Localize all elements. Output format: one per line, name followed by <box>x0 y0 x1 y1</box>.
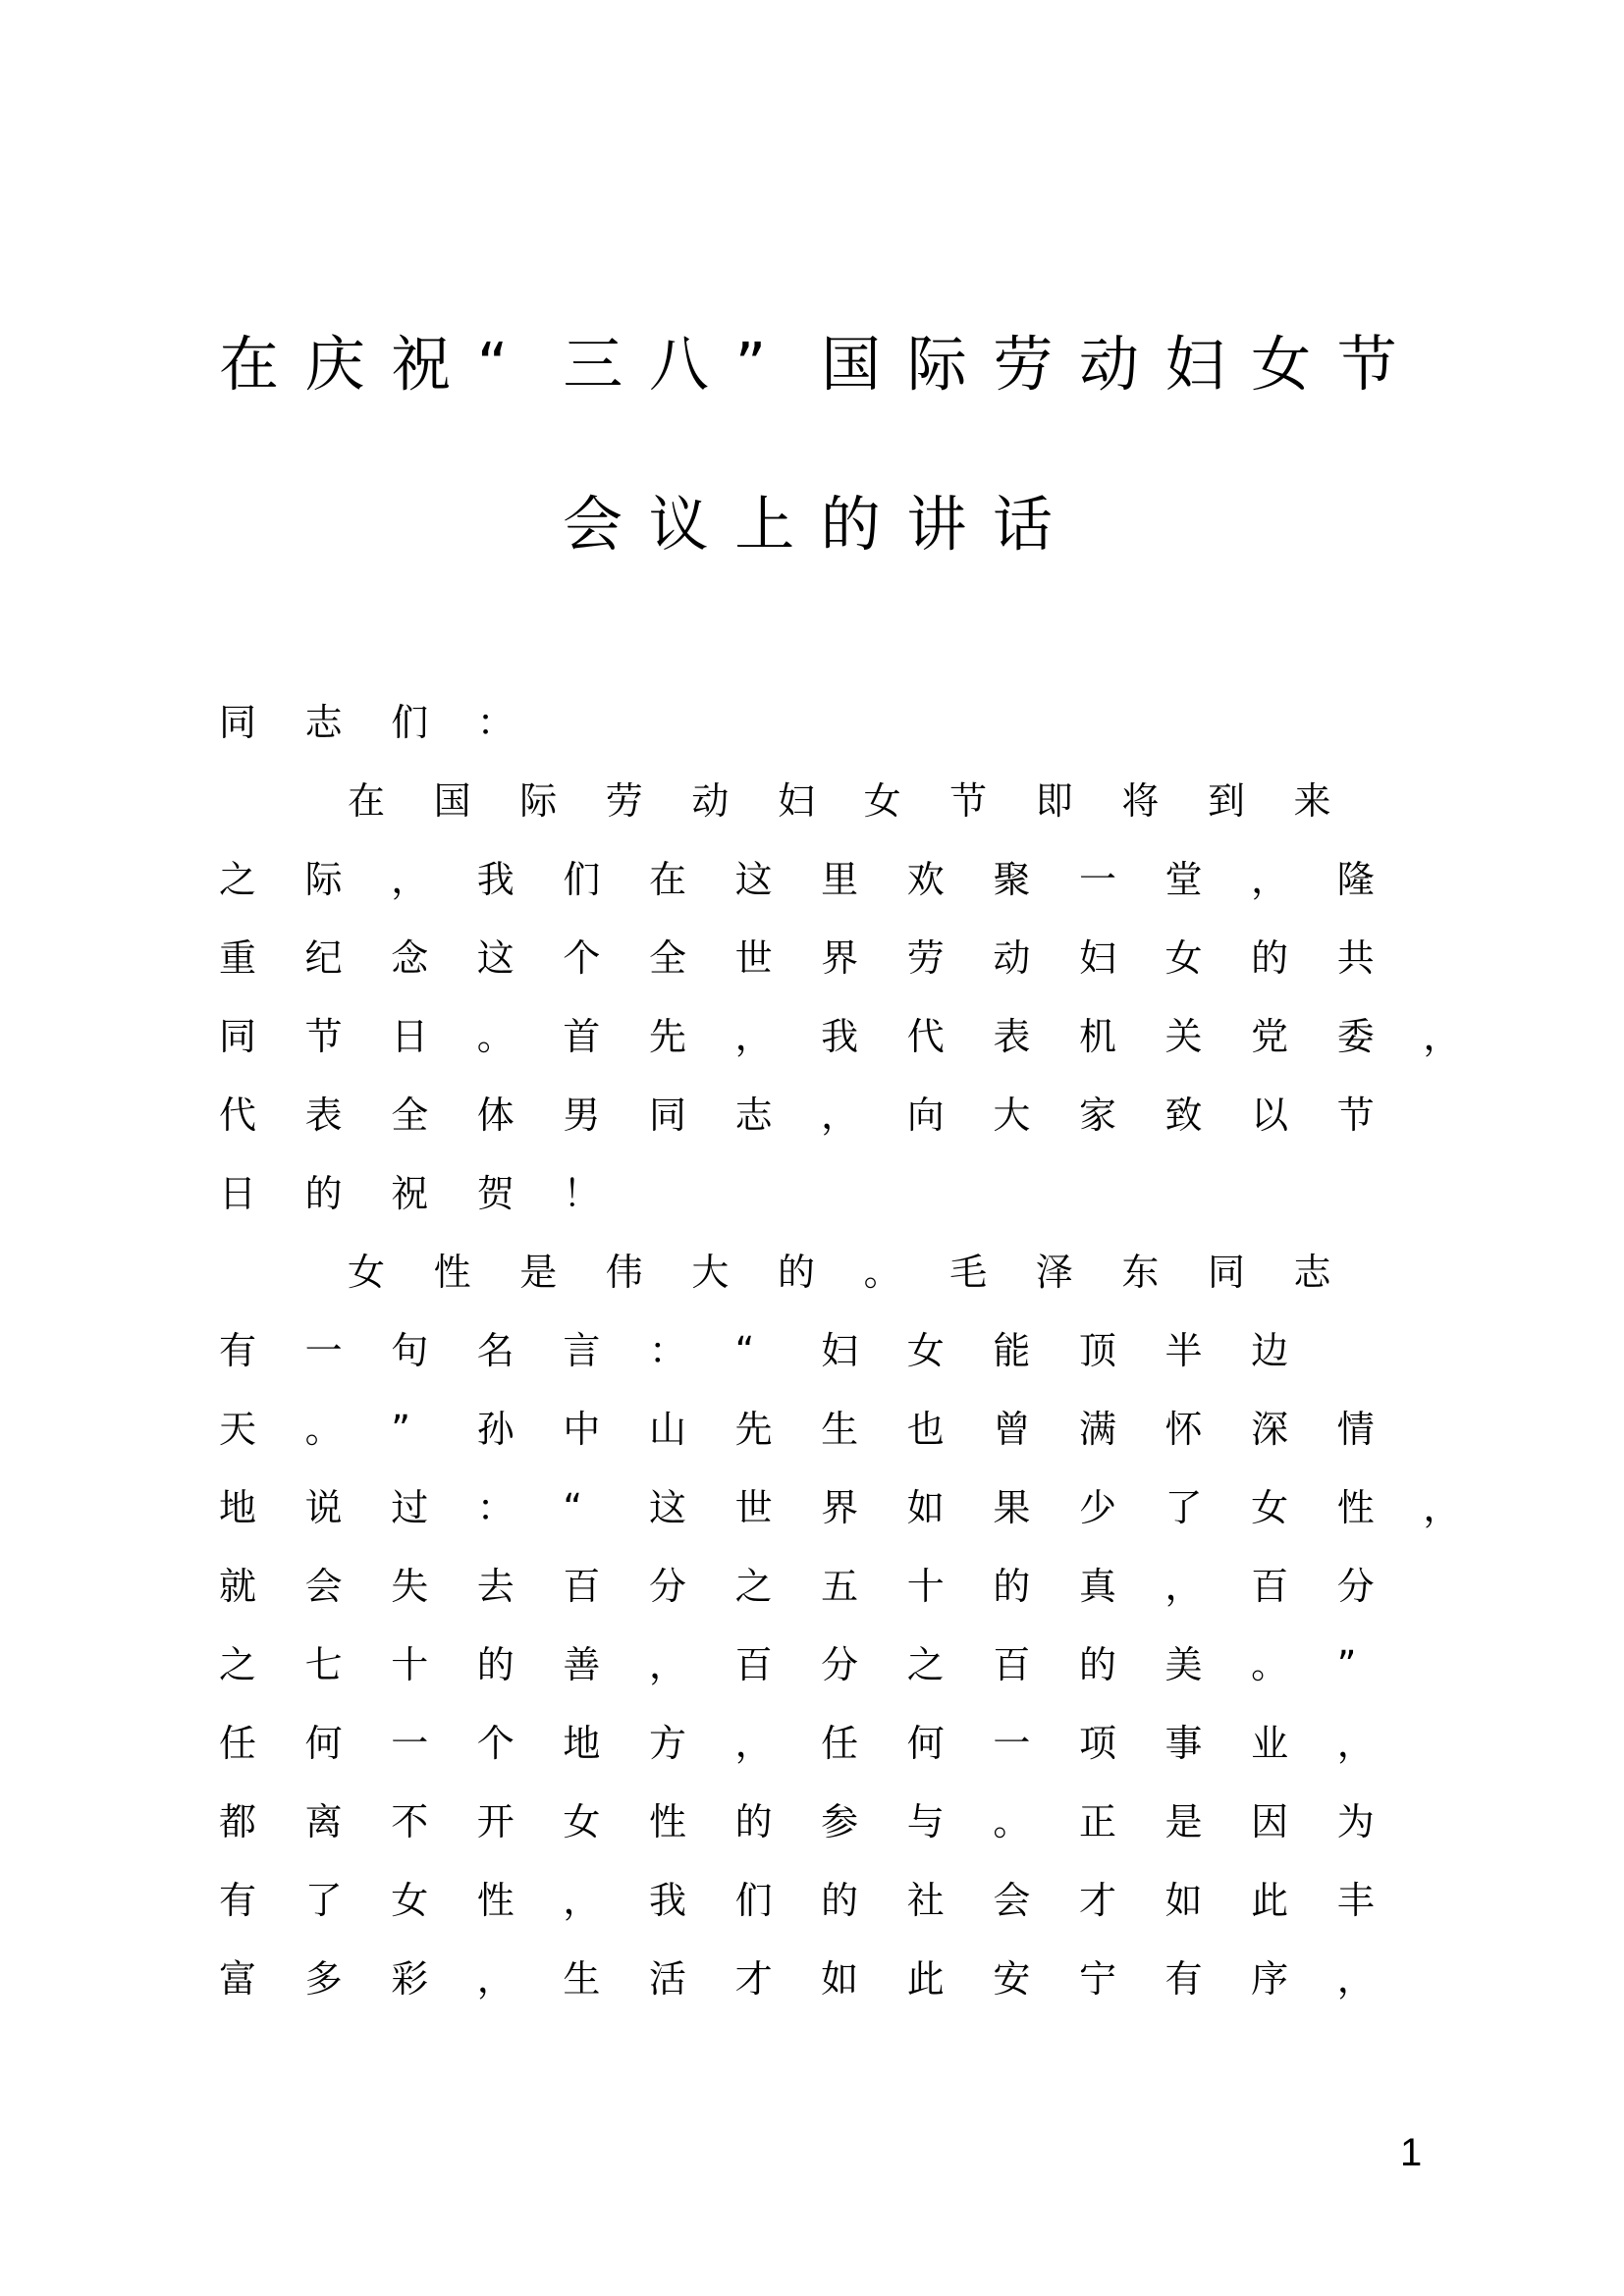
glyph-cell: ， <box>1423 1486 1461 1529</box>
glyph-cell: 堂 <box>1164 858 1203 901</box>
glyph-cell: ” <box>734 330 767 400</box>
glyph-cell: 如 <box>1164 1879 1203 1922</box>
glyph-cell: 会 <box>304 1565 343 1608</box>
glyph-cell: 的 <box>777 1251 815 1294</box>
glyph-cell: 中 <box>563 1408 601 1451</box>
glyph-cell: 的 <box>734 1800 773 1843</box>
glyph-cell: “ <box>563 1486 583 1529</box>
glyph-cell: 分 <box>648 1565 686 1608</box>
glyph-cell: 的 <box>820 490 881 560</box>
glyph-cell: 女 <box>348 1251 386 1294</box>
glyph-cell: 三 <box>563 330 623 400</box>
glyph-cell: ， <box>563 1879 601 1922</box>
paragraph-1-line-4 <box>219 1015 1509 1058</box>
glyph-cell: 劳 <box>906 936 945 980</box>
glyph-cell: 女 <box>1251 1486 1289 1529</box>
glyph-cell: 一 <box>993 1722 1031 1765</box>
glyph-cell: 我 <box>476 858 514 901</box>
glyph-cell: 女 <box>863 779 901 823</box>
glyph-cell: 表 <box>304 1094 343 1137</box>
glyph-cell: 性 <box>476 1879 514 1922</box>
glyph-cell: 大 <box>691 1251 730 1294</box>
glyph-cell: 这 <box>648 1486 686 1529</box>
paragraph-2-line-4 <box>219 1486 1509 1529</box>
glyph-cell: 节 <box>1336 330 1397 400</box>
glyph-cell: 会 <box>563 490 623 560</box>
glyph-cell: 欢 <box>906 858 945 901</box>
glyph-cell: 才 <box>734 1957 773 2001</box>
glyph-cell: 情 <box>1336 1408 1375 1451</box>
glyph-cell: 会 <box>993 1879 1031 1922</box>
paragraph-2-line-6 <box>219 1643 1423 1686</box>
glyph-cell: 任 <box>821 1722 859 1765</box>
glyph-cell: 大 <box>993 1094 1031 1137</box>
glyph-cell: 关 <box>1164 1015 1203 1058</box>
glyph-cell: 就 <box>219 1565 257 1608</box>
paragraph-1-line-5 <box>219 1094 1423 1137</box>
glyph-cell: 志 <box>734 1094 773 1137</box>
glyph-cell: 动 <box>1078 330 1139 400</box>
glyph-cell: 参 <box>821 1800 859 1843</box>
glyph-cell: 念 <box>391 936 429 980</box>
glyph-cell: 都 <box>219 1800 257 1843</box>
glyph-cell: 志 <box>304 701 343 744</box>
glyph-cell: 天 <box>219 1408 257 1451</box>
glyph-cell: 世 <box>734 1486 773 1529</box>
glyph-cell: 一 <box>391 1722 429 1765</box>
glyph-cell: 同 <box>219 1015 257 1058</box>
glyph-cell: 有 <box>219 1879 257 1922</box>
glyph-cell: ： <box>476 1486 514 1529</box>
glyph-cell: 少 <box>1078 1486 1116 1529</box>
glyph-cell: 我 <box>821 1015 859 1058</box>
paragraph-2-line-10 <box>219 1957 1423 2001</box>
glyph-cell: “ <box>476 330 509 400</box>
glyph-cell: 才 <box>1078 1879 1116 1922</box>
glyph-cell: 家 <box>1078 1094 1116 1137</box>
glyph-cell: 百 <box>734 1643 773 1686</box>
glyph-cell: 是 <box>1164 1800 1203 1843</box>
glyph-cell: 了 <box>304 1879 343 1922</box>
glyph-cell: 节 <box>949 779 988 823</box>
glyph-cell: 妇 <box>821 1329 859 1372</box>
glyph-cell: 同 <box>648 1094 686 1137</box>
glyph-cell: 失 <box>391 1565 429 1608</box>
glyph-cell: 十 <box>391 1643 429 1686</box>
glyph-cell: 动 <box>691 779 730 823</box>
glyph-cell: 们 <box>563 858 601 901</box>
glyph-cell: 劳 <box>993 330 1054 400</box>
glyph-cell: 们 <box>391 701 429 744</box>
glyph-cell: 里 <box>821 858 859 901</box>
glyph-cell: ： <box>476 701 514 744</box>
glyph-cell: 一 <box>1078 858 1116 901</box>
glyph-cell: 彩 <box>391 1957 429 2001</box>
paragraph-1-line-2 <box>219 858 1423 901</box>
glyph-cell: 女 <box>391 1879 429 1922</box>
glyph-cell: 话 <box>992 490 1053 560</box>
glyph-cell: 同 <box>219 701 257 744</box>
paragraph-2-line-8 <box>219 1800 1423 1843</box>
glyph-cell: 正 <box>1078 1800 1116 1843</box>
glyph-cell: 来 <box>1293 779 1331 823</box>
glyph-cell: 安 <box>993 1957 1031 2001</box>
glyph-cell: 之 <box>219 1643 257 1686</box>
paragraph-2-line-1 <box>348 1251 1380 1294</box>
glyph-cell: 上 <box>734 490 795 560</box>
glyph-cell: 事 <box>1164 1722 1203 1765</box>
glyph-cell: ” <box>1336 1643 1357 1686</box>
glyph-cell: 如 <box>906 1486 945 1529</box>
glyph-cell: 有 <box>219 1329 257 1372</box>
glyph-cell: 项 <box>1078 1722 1116 1765</box>
glyph-cell: 善 <box>563 1643 601 1686</box>
glyph-cell: 全 <box>391 1094 429 1137</box>
glyph-cell: 首 <box>563 1015 601 1058</box>
glyph-cell: 多 <box>304 1957 343 2001</box>
glyph-cell: 能 <box>993 1329 1031 1372</box>
glyph-cell: 的 <box>821 1879 859 1922</box>
glyph-cell: 先 <box>648 1015 686 1058</box>
glyph-cell: 富 <box>219 1957 257 2001</box>
glyph-cell: 祝 <box>391 1172 429 1215</box>
glyph-cell: 将 <box>1121 779 1160 823</box>
glyph-cell: 动 <box>993 936 1031 980</box>
glyph-cell: 纪 <box>304 936 343 980</box>
glyph-cell: 代 <box>906 1015 945 1058</box>
glyph-cell: 女 <box>906 1329 945 1372</box>
title-line-1 <box>219 331 1423 400</box>
glyph-cell: 句 <box>391 1329 429 1372</box>
glyph-cell: 因 <box>1251 1800 1289 1843</box>
paragraph-1-line-1 <box>348 779 1380 823</box>
glyph-cell: 。 <box>304 1408 343 1451</box>
glyph-cell: 。 <box>476 1015 514 1058</box>
glyph-cell: ！ <box>563 1172 601 1215</box>
glyph-cell: 孙 <box>476 1408 514 1451</box>
glyph-cell: 这 <box>476 936 514 980</box>
glyph-cell: 的 <box>476 1643 514 1686</box>
glyph-cell: 社 <box>906 1879 945 1922</box>
glyph-cell: 我 <box>648 1879 686 1922</box>
title-line-2 <box>563 491 1079 560</box>
glyph-cell: 序 <box>1251 1957 1289 2001</box>
glyph-cell: 之 <box>906 1643 945 1686</box>
glyph-cell: 向 <box>906 1094 945 1137</box>
glyph-cell: 方 <box>648 1722 686 1765</box>
glyph-cell: 节 <box>1336 1094 1375 1137</box>
glyph-cell: 为 <box>1336 1800 1375 1843</box>
glyph-cell: 重 <box>219 936 257 980</box>
glyph-cell: 共 <box>1336 936 1375 980</box>
glyph-cell: 个 <box>476 1722 514 1765</box>
glyph-cell: 伟 <box>605 1251 643 1294</box>
glyph-cell: 隆 <box>1336 858 1375 901</box>
glyph-cell: 妇 <box>1078 936 1116 980</box>
glyph-cell: 业 <box>1251 1722 1289 1765</box>
glyph-cell: ， <box>1251 858 1289 901</box>
glyph-cell: 言 <box>563 1329 601 1372</box>
glyph-cell: 党 <box>1251 1015 1289 1058</box>
glyph-cell: 满 <box>1078 1408 1116 1451</box>
glyph-cell: 此 <box>906 1957 945 2001</box>
glyph-cell: 在 <box>648 858 686 901</box>
glyph-cell: 祝 <box>391 330 452 400</box>
glyph-cell: 机 <box>1078 1015 1116 1058</box>
glyph-cell: 议 <box>648 490 709 560</box>
glyph-cell: ， <box>1336 1722 1375 1765</box>
glyph-cell: 际 <box>519 779 558 823</box>
glyph-cell: 离 <box>304 1800 343 1843</box>
paragraph-1-line-3 <box>219 936 1423 980</box>
glyph-cell: 七 <box>304 1643 343 1686</box>
glyph-cell: 过 <box>391 1486 429 1529</box>
glyph-cell: ， <box>1336 1957 1375 2001</box>
glyph-cell: 个 <box>563 936 601 980</box>
glyph-cell: 性 <box>433 1251 471 1294</box>
glyph-cell: 。 <box>993 1800 1031 1843</box>
glyph-cell: 曾 <box>993 1408 1031 1451</box>
glyph-cell: 到 <box>1207 779 1245 823</box>
paragraph-2-line-2 <box>219 1329 1337 1372</box>
glyph-cell: 名 <box>476 1329 514 1372</box>
glyph-cell: 了 <box>1164 1486 1203 1529</box>
glyph-cell: 际 <box>906 330 967 400</box>
glyph-cell: 节 <box>304 1015 343 1058</box>
glyph-cell: 果 <box>993 1486 1031 1529</box>
glyph-cell: 致 <box>1164 1094 1203 1137</box>
glyph-cell: 界 <box>821 1486 859 1529</box>
glyph-cell: ， <box>1164 1565 1203 1608</box>
page-number: 1 <box>1400 2131 1423 2174</box>
glyph-cell: 即 <box>1035 779 1073 823</box>
glyph-cell: 分 <box>821 1643 859 1686</box>
glyph-cell: ， <box>734 1722 773 1765</box>
glyph-cell: 妇 <box>1164 330 1225 400</box>
glyph-cell: 深 <box>1251 1408 1289 1451</box>
glyph-cell: 贺 <box>476 1172 514 1215</box>
glyph-cell: 山 <box>648 1408 686 1451</box>
glyph-cell: 十 <box>906 1565 945 1608</box>
glyph-cell: 性 <box>1336 1486 1375 1529</box>
glyph-cell: 如 <box>821 1957 859 2001</box>
glyph-cell: 世 <box>734 936 773 980</box>
glyph-cell: 八 <box>648 330 709 400</box>
glyph-cell: 妇 <box>777 779 815 823</box>
glyph-cell: 百 <box>1251 1565 1289 1608</box>
glyph-cell: ， <box>648 1643 686 1686</box>
glyph-cell: 日 <box>219 1172 257 1215</box>
glyph-cell: 国 <box>821 330 882 400</box>
glyph-cell: ， <box>821 1094 859 1137</box>
glyph-cell: 东 <box>1121 1251 1160 1294</box>
glyph-cell: 百 <box>993 1643 1031 1686</box>
glyph-cell: 生 <box>563 1957 601 2001</box>
glyph-cell: ， <box>391 858 429 901</box>
glyph-cell: ” <box>391 1408 410 1451</box>
glyph-cell: 也 <box>906 1408 945 1451</box>
glyph-cell: 委 <box>1336 1015 1375 1058</box>
glyph-cell: 界 <box>821 936 859 980</box>
glyph-cell: 志 <box>1293 1251 1331 1294</box>
glyph-cell: 不 <box>391 1800 429 1843</box>
glyph-cell: 活 <box>648 1957 686 2001</box>
glyph-cell: “ <box>734 1329 755 1372</box>
glyph-cell: 聚 <box>993 858 1031 901</box>
paragraph-2-line-7 <box>219 1722 1423 1765</box>
glyph-cell: 何 <box>304 1722 343 1765</box>
glyph-cell: 在 <box>348 779 386 823</box>
glyph-cell: 全 <box>648 936 686 980</box>
glyph-cell: 分 <box>1336 1565 1375 1608</box>
glyph-cell: 代 <box>219 1094 257 1137</box>
glyph-cell: 地 <box>563 1722 601 1765</box>
glyph-cell: 丰 <box>1336 1879 1375 1922</box>
glyph-cell: ， <box>476 1957 514 2001</box>
glyph-cell: 开 <box>476 1800 514 1843</box>
paragraph-2-line-3 <box>219 1408 1423 1451</box>
glyph-cell: 庆 <box>304 330 365 400</box>
glyph-cell: 美 <box>1164 1643 1203 1686</box>
glyph-cell: 毛 <box>949 1251 988 1294</box>
glyph-cell: 劳 <box>605 779 643 823</box>
glyph-cell: 泽 <box>1035 1251 1073 1294</box>
glyph-cell: 讲 <box>906 490 967 560</box>
glyph-cell: 一 <box>304 1329 343 1372</box>
glyph-cell: 与 <box>906 1800 945 1843</box>
glyph-cell: 宁 <box>1078 1957 1116 2001</box>
glyph-cell: 是 <box>519 1251 558 1294</box>
paragraph-2-line-9 <box>219 1879 1423 1922</box>
glyph-cell: 生 <box>821 1408 859 1451</box>
glyph-cell: 去 <box>476 1565 514 1608</box>
glyph-cell: ： <box>648 1329 686 1372</box>
glyph-cell: 际 <box>304 858 343 901</box>
paragraph-1-line-6 <box>219 1172 649 1215</box>
glyph-cell: 百 <box>563 1565 601 1608</box>
glyph-cell: 边 <box>1251 1329 1289 1372</box>
glyph-cell: 女 <box>1164 936 1203 980</box>
glyph-cell: 。 <box>1251 1643 1289 1686</box>
paragraph-2-line-5 <box>219 1565 1423 1608</box>
glyph-cell: 体 <box>476 1094 514 1137</box>
glyph-cell: 怀 <box>1164 1408 1203 1451</box>
glyph-cell: 的 <box>993 1565 1031 1608</box>
glyph-cell: 性 <box>648 1800 686 1843</box>
glyph-cell: 。 <box>863 1251 901 1294</box>
glyph-cell: 此 <box>1251 1879 1289 1922</box>
glyph-cell: 的 <box>1078 1643 1116 1686</box>
glyph-cell: ， <box>1423 1015 1461 1058</box>
glyph-cell: 日 <box>391 1015 429 1058</box>
glyph-cell: 国 <box>433 779 471 823</box>
glyph-cell: 半 <box>1164 1329 1203 1372</box>
glyph-cell: 何 <box>906 1722 945 1765</box>
glyph-cell: 的 <box>1251 936 1289 980</box>
glyph-cell: 之 <box>734 1565 773 1608</box>
salutation <box>219 701 563 744</box>
glyph-cell: 在 <box>219 330 280 400</box>
glyph-cell: ， <box>734 1015 773 1058</box>
glyph-cell: 顶 <box>1078 1329 1116 1372</box>
glyph-cell: 表 <box>993 1015 1031 1058</box>
glyph-cell: 地 <box>219 1486 257 1529</box>
glyph-cell: 同 <box>1207 1251 1245 1294</box>
glyph-cell: 以 <box>1251 1094 1289 1137</box>
glyph-cell: 五 <box>821 1565 859 1608</box>
glyph-cell: 们 <box>734 1879 773 1922</box>
glyph-cell: 真 <box>1078 1565 1116 1608</box>
glyph-cell: 的 <box>304 1172 343 1215</box>
glyph-cell: 有 <box>1164 1957 1203 2001</box>
glyph-cell: 女 <box>563 1800 601 1843</box>
glyph-cell: 男 <box>563 1094 601 1137</box>
glyph-cell: 之 <box>219 858 257 901</box>
glyph-cell: 先 <box>734 1408 773 1451</box>
glyph-cell: 女 <box>1251 330 1312 400</box>
glyph-cell: 这 <box>734 858 773 901</box>
glyph-cell: 任 <box>219 1722 257 1765</box>
glyph-cell: 说 <box>304 1486 343 1529</box>
